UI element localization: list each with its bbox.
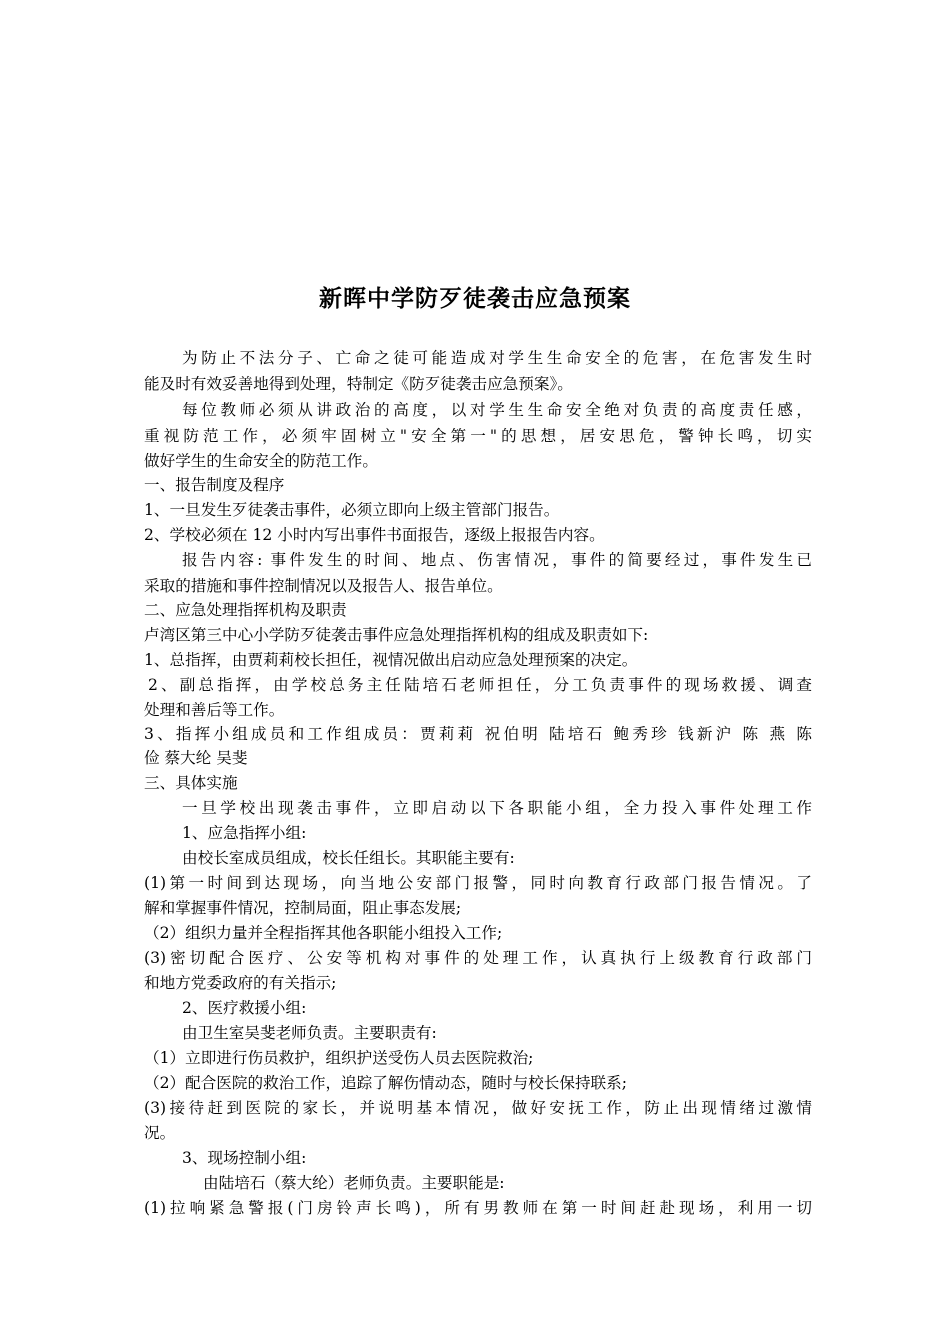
list-item: 2、副总指挥，由学校总务主任陆培石老师担任，分工负责事件的现场救援、调查 <box>148 676 812 694</box>
paragraph-line: 和地方党委政府的有关指示; <box>144 974 337 992</box>
paragraph-line: 报告内容: 事件发生的时间、地点、伤害情况，事件的简要经过，事件发生已 <box>182 551 812 569</box>
paragraph-line: 况。 <box>144 1124 176 1142</box>
list-item: 1、总指挥，由贾莉莉校长担任，视情况做出启动应急处理预案的决定。 <box>144 651 638 669</box>
paragraph-line: 做好学生的生命安全的防范工作。 <box>144 452 378 470</box>
paragraph-line: 卢湾区第三中心小学防歹徒袭击事件应急处理指挥机构的组成及职责如下: <box>144 626 649 644</box>
paragraph-line: 每位教师必须从讲政治的高度，以对学生生命安全绝对负责的高度责任感， <box>182 401 812 419</box>
document-title: 新晖中学防歹徒袭击应急预案 <box>319 286 631 312</box>
section-heading: 一、报告制度及程序 <box>144 476 285 494</box>
list-item: 3、指挥小组成员和工作组成员：贾莉莉 祝伯明 陆培石 鲍秀珍 钱新沪 陈 燕 陈 <box>144 725 812 743</box>
list-item: (1)第一时间到达现场，向当地公安部门报警，同时向教育行政部门报告情况。了 <box>144 874 812 892</box>
paragraph-line: 为防止不法分子、亡命之徒可能造成对学生生命安全的危害，在危害发生时 <box>182 349 812 367</box>
paragraph-line: 由陆培石（蔡大纶）老师负责。主要职能是: <box>203 1174 505 1192</box>
list-item: (3)密切配合医疗、公安等机构对事件的处理工作，认真执行上级教育行政部门 <box>144 949 812 967</box>
list-item: （2）配合医院的救治工作，追踪了解伤情动态，随时与校长保持联系; <box>144 1074 627 1092</box>
section-heading: 三、具体实施 <box>144 774 238 792</box>
list-item: 2、学校必须在 12 小时内写出事件书面报告，逐级上报报告内容。 <box>144 526 605 544</box>
list-item: （1）立即进行伤员救护，组织护送受伤人员去医院救治; <box>144 1049 534 1067</box>
paragraph-line: 能及时有效妥善地得到处理，特制定《防歹徒袭击应急预案》。 <box>144 375 573 393</box>
list-item: （2）组织力量并全程指挥其他各职能小组投入工作; <box>144 924 503 942</box>
list-item: (1)拉响紧急警报(门房铃声长鸣)，所有男教师在第一时间赶赴现场，利用一切 <box>144 1199 812 1217</box>
subsection-heading: 1、应急指挥小组: <box>182 824 307 842</box>
paragraph-line: 重视防范工作，必须牢固树立"安全第一"的思想，居安思危，警钟长鸣，切实 <box>144 427 812 445</box>
paragraph-line: 由卫生室吴斐老师负责。主要职责有: <box>182 1024 437 1042</box>
list-item: 1、一旦发生歹徒袭击事件，必须立即向上级主管部门报告。 <box>144 501 560 519</box>
paragraph-line: 解和掌握事件情况，控制局面，阻止事态发展; <box>144 899 462 917</box>
paragraph-line: 处理和善后等工作。 <box>144 701 285 719</box>
subsection-heading: 3、现场控制小组: <box>182 1149 307 1167</box>
paragraph-line: 由校长室成员组成，校长任组长。其职能主要有: <box>182 849 515 867</box>
list-item: (3)接待赶到医院的家长，并说明基本情况，做好安抚工作，防止出现情绪过激情 <box>144 1099 812 1117</box>
section-heading: 二、应急处理指挥机构及职责 <box>144 601 347 619</box>
paragraph-line: 俭 蔡大纶 吴斐 <box>144 749 248 767</box>
paragraph-line: 采取的措施和事件控制情况以及报告人、报告单位。 <box>144 577 503 595</box>
subsection-heading: 2、医疗救援小组: <box>182 999 307 1017</box>
paragraph-line: 一旦学校出现袭击事件，立即启动以下各职能小组，全力投入事件处理工作 <box>182 799 812 817</box>
